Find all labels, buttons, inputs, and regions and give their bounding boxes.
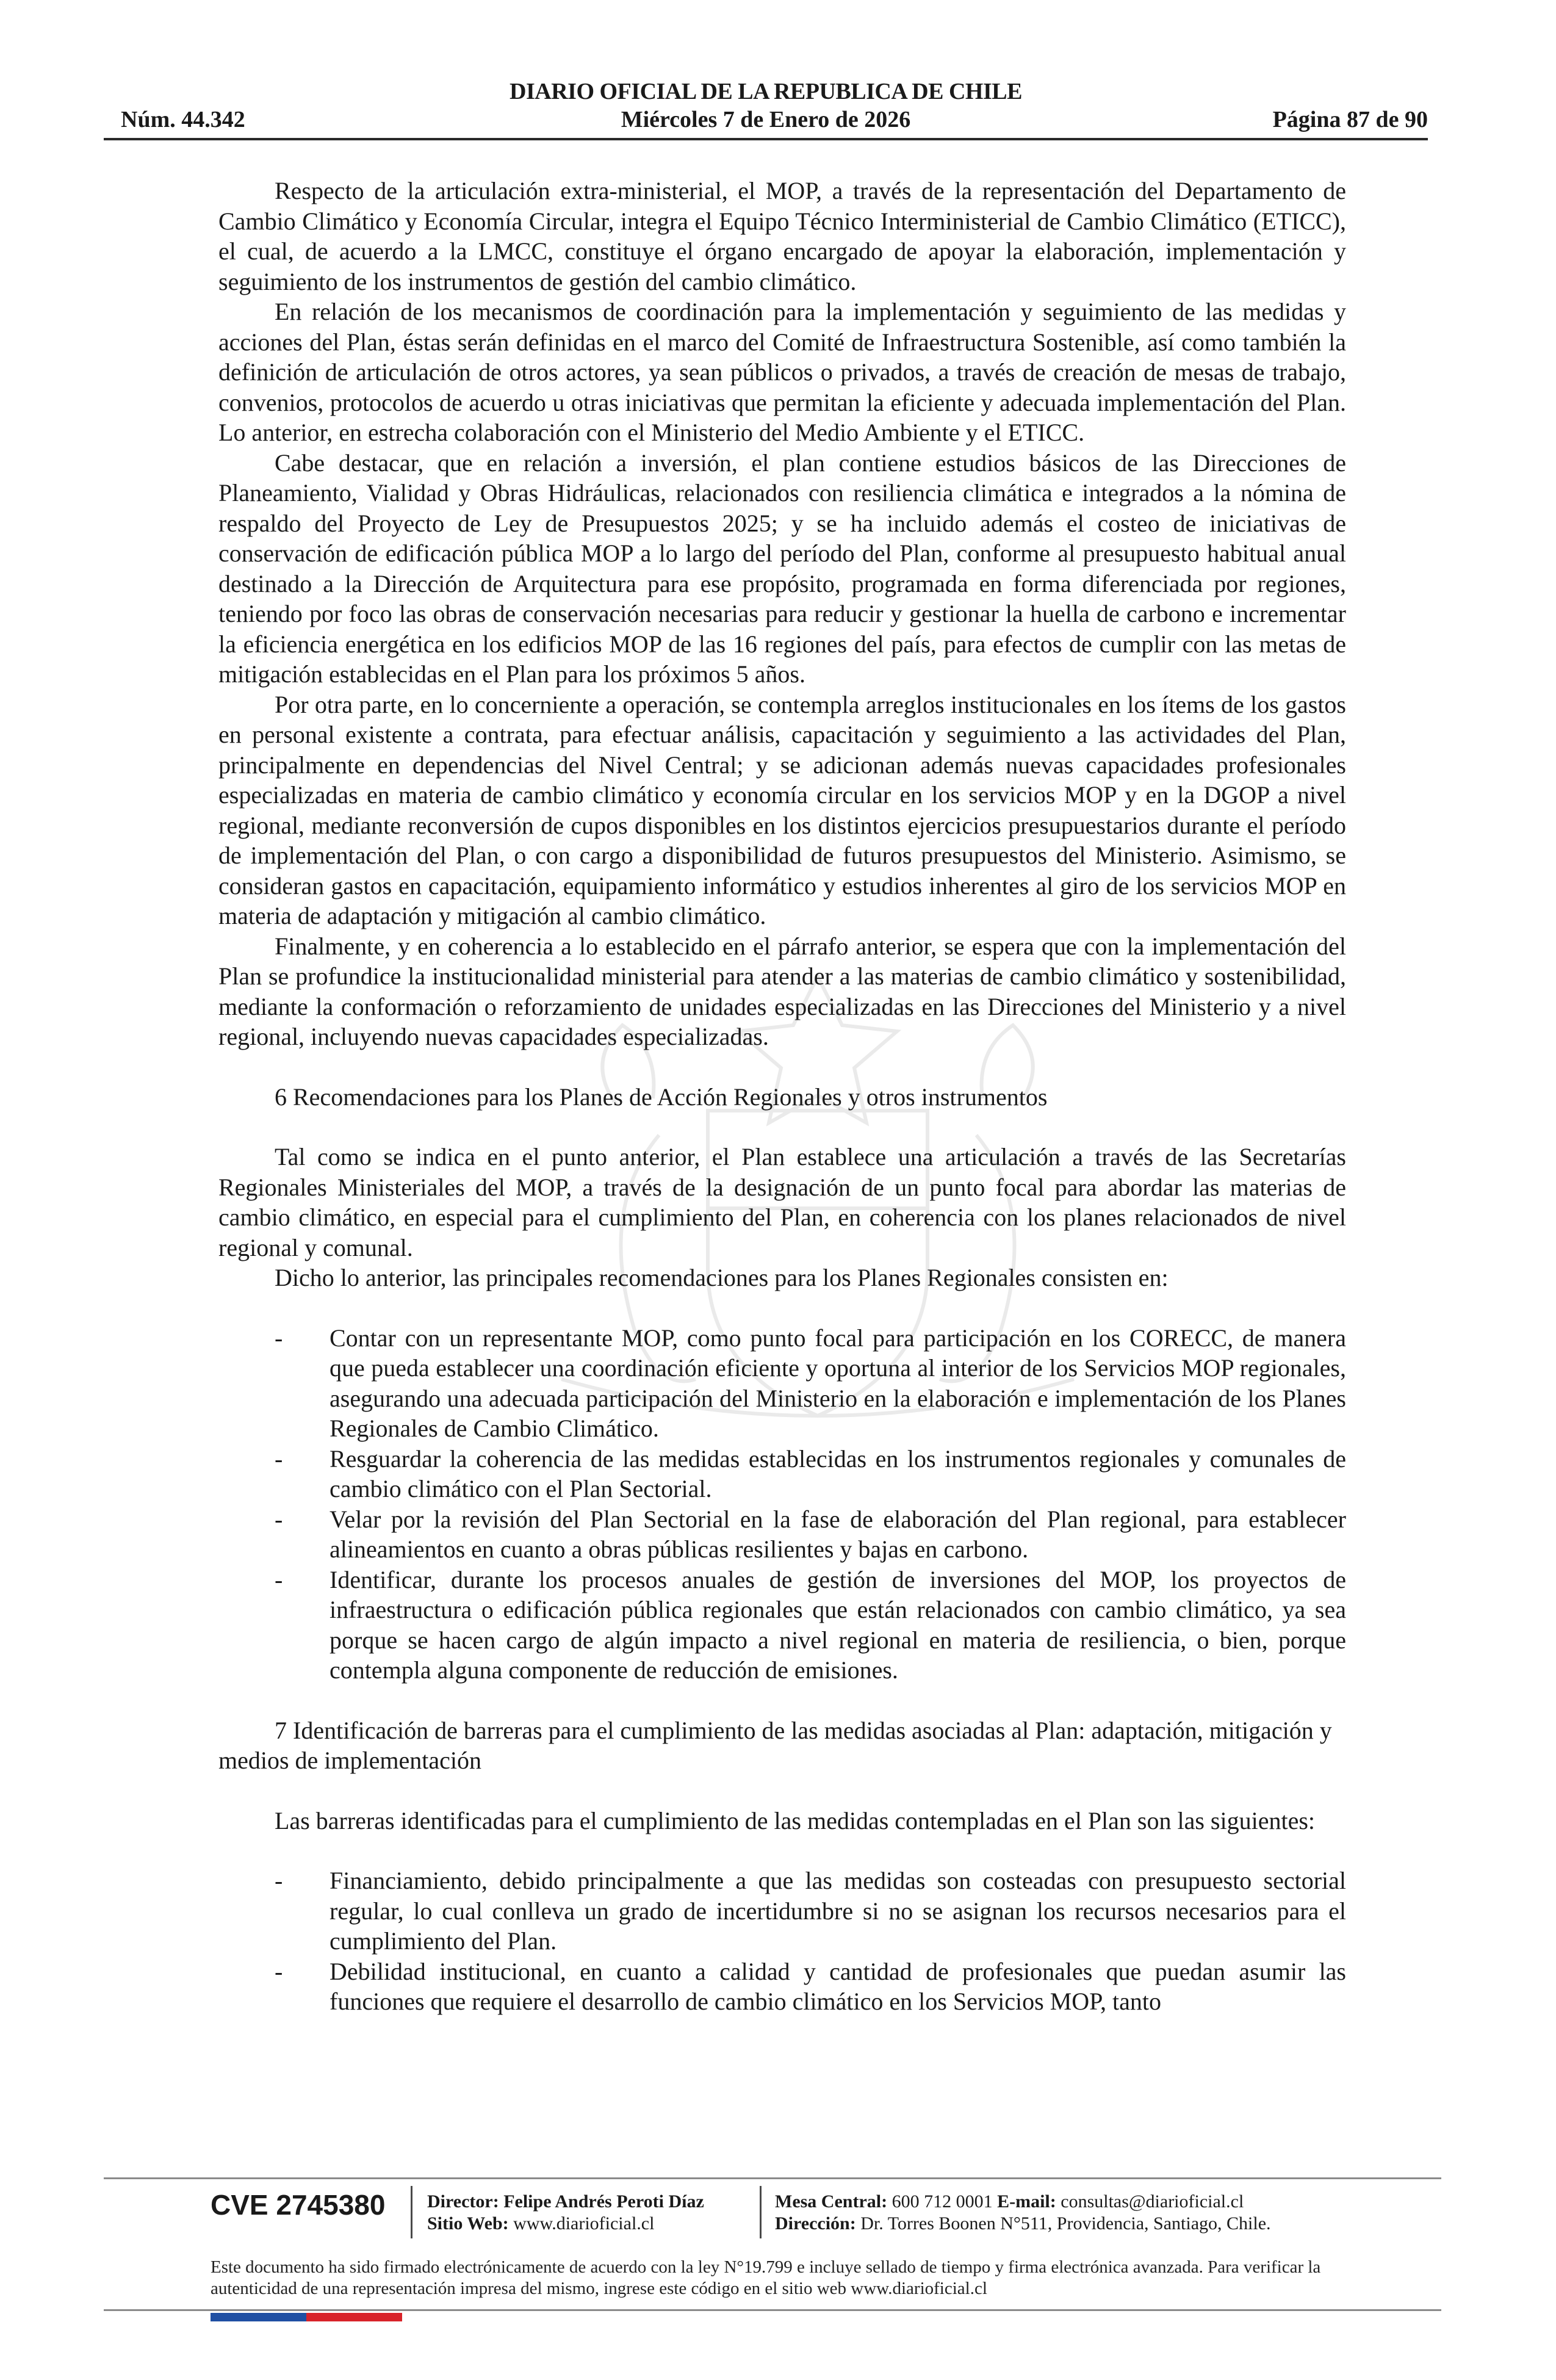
email-label: E-mail:	[997, 2191, 1056, 2212]
director-name: Felipe Andrés Peroti Díaz	[503, 2191, 704, 2212]
list-item	[218, 1504, 1346, 1565]
section-heading-7: 7 Identificación de barreras para el cumplimiento de las medidas asociadas al Plan: adaptación, mitigación y medios de implementación	[218, 1716, 1332, 1774]
page-number: Página 87 de 90	[1272, 107, 1428, 132]
list-dash: -	[275, 1957, 283, 1985]
list-dash: -	[275, 1324, 283, 1352]
barriers-list	[218, 1866, 1346, 2017]
list-dash: -	[275, 1444, 283, 1473]
address-text: Dr. Torres Boonen N°511, Providencia, Santiago, Chile.	[860, 2213, 1271, 2234]
list-dash: -	[275, 1867, 283, 1894]
mesa-phone: 600 712 0001	[891, 2191, 993, 2212]
footer-contact-block	[775, 2191, 1271, 2235]
paragraph: Tal como se indica en el punto anterior, el Plan establece una articulación a través de las Secretarías Regionales Ministeriales del MOP, a través de la designación de un punto focal para abordar las materias de cambio climático, en especial para el cumplimiento del Plan, en coherencia con los planes relacionados de nivel regional y comunal.	[218, 1143, 1346, 1261]
list-dash: -	[275, 1565, 283, 1593]
issue-date: Miércoles 7 de Enero de 2026	[621, 107, 911, 132]
paragraph: Finalmente, y en coherencia a lo establecido en el párrafo anterior, se espera que con la implementación del Plan se profundice la institucionalidad ministerial para atender a las materias de cambio climático y sostenibilidad, mediante la conformación o reforzamiento de unidades especializadas en las Direcciones del Ministerio y a nivel regional, incluyendo nuevas capacidades especializadas.	[218, 932, 1346, 1050]
flag-red-segment	[306, 2313, 402, 2321]
paragraph: Respecto de la articulación extra-ministerial, el MOP, a través de la representación del Departamento de Cambio Climático y Economía Circular, integra el Equipo Técnico Interministerial de Cambio Climático (ETICC), el cual, de acuerdo a la LMCC, constituye el órgano encargado de apoyar la elaboración, implementación y seguimiento de los instrumentos de gestión del cambio climático.	[218, 177, 1346, 295]
paragraph: Por otra parte, en lo concerniente a operación, se contempla arreglos institucionales en los ítems de los gastos en personal existente a contrata, para efectuar análisis, capacitación y seguimiento a las actividades del Plan, principalmente en dependencias del Nivel Central; y se adicionan además nuevas capacidades profesionales especializadas en materia de cambio climático y economía circular en los servicios MOP y en la DGOP a nivel regional, mediante reconversión de cupos disponibles en los distintos ejercicios presupuestarios durante el período de implementación del Plan, o con cargo a disponibilidad de futuros presupuestos del Ministerio. Asimismo, se consideran gastos en capacitación, equipamiento informático y estudios inherentes al giro de los servicios MOP en materia de adaptación y mitigación al cambio climático.	[218, 690, 1346, 929]
paragraph: Cabe destacar, que en relación a inversión, el plan contiene estudios básicos de las Direcciones de Planeamiento, Vialidad y Obras Hidráulicas, relacionados con resiliencia climática e integrados a la nómina de respaldo del Proyecto de Ley de Presupuestos 2025; y se ha incluido además el costeo de iniciativas de conservación de edificación pública MOP a lo largo del período del Plan, conforme al presupuesto habitual anual destinado a la Dirección de Arquitectura para ese propósito, programada en forma diferenciada por regiones, teniendo por foco las obras de conservación necesarias para reducir y gestionar la huella de carbono e incrementar la eficiencia energética en los edificios MOP de las 16 regiones del país, para efectos de cumplir con las metas de mitigación establecidas en el Plan para los próximos 5 años.	[218, 449, 1346, 688]
list-dash: -	[275, 1505, 283, 1533]
spacer	[218, 1293, 1346, 1323]
website-label: Sitio Web:	[427, 2213, 509, 2234]
flag-blue-segment	[211, 2313, 306, 2321]
footer-separator	[760, 2186, 762, 2238]
chile-flag-stripe	[211, 2313, 402, 2321]
list-item	[218, 1956, 1346, 2017]
director-label: Director:	[427, 2191, 499, 2212]
list-item-text: Financiamiento, debido principalmente a que las medidas son costeadas con presupuesto sectorial regular, lo cual conlleva un grado de incertidumbre si no se asignan los recursos necesarios para el cumplimiento del Plan.	[330, 1867, 1346, 1955]
cve-code: CVE 2745380	[211, 2189, 386, 2221]
list-item	[218, 1323, 1346, 1444]
paragraph: Las barreras identificadas para el cumplimiento de las medidas contempladas en el Plan son las siguientes:	[275, 1806, 1316, 1834]
footer-separator	[411, 2186, 412, 2238]
document-body	[218, 176, 1346, 2017]
issue-number: Núm. 44.342	[121, 107, 245, 132]
list-item	[218, 1444, 1346, 1504]
recommendations-list	[218, 1323, 1346, 1686]
footer-director-block	[427, 2191, 704, 2235]
website-link[interactable]: www.diarioficial.cl	[513, 2213, 655, 2234]
signature-notice: Este documento ha sido firmado electrónicamente de acuerdo con la ley N°19.799 e incluye sellado de tiempo y firma electrónica avanzada. Para verificar la autenticidad de una representación impresa del mismo, ingrese este código en el sitio web www.diarioficial.cl	[211, 2257, 1321, 2298]
publication-title: DIARIO OFICIAL DE LA REPUBLICA DE CHILE	[510, 79, 1022, 104]
section-heading-6: 6 Recomendaciones para los Planes de Acción Regionales y otros instrumentos	[275, 1083, 1048, 1111]
list-item-text: Debilidad institucional, en cuanto a calidad y cantidad de profesionales que puedan asumir las funciones que requiere el desarrollo de cambio climático en los Servicios MOP, tanto	[330, 1957, 1346, 2015]
list-item	[218, 1866, 1346, 1956]
list-item-text: Resguardar la coherencia de las medidas establecidas en los instrumentos regionales y comunales de cambio climático con el Plan Sectorial.	[330, 1444, 1346, 1502]
header-divider	[104, 138, 1428, 140]
spacer	[218, 1836, 1346, 1866]
list-item-text: Velar por la revisión del Plan Sectorial en la fase de elaboración del Plan regional, para establecer alineamientos en cuanto a obras públicas resilientes y bajas en carbono.	[330, 1505, 1346, 1563]
paragraph: En relación de los mecanismos de coordinación para la implementación y seguimiento de las medidas y acciones del Plan, éstas serán definidas en el marco del Comité de Infraestructura Sostenible, así como también la definición de articulación de otros actores, ya sean públicos o privados, a través de creación de mesas de trabajo, convenios, protocolos de acuerdo u otras iniciativas que permitan la eficiente y adecuada implementación del Plan. Lo anterior, en estrecha colaboración con el Ministerio del Medio Ambiente y el ETICC.	[218, 298, 1346, 446]
footer-divider-bottom	[104, 2309, 1441, 2311]
page-header	[104, 73, 1428, 146]
paragraph: Dicho lo anterior, las principales recomendaciones para los Planes Regionales consisten en:	[275, 1264, 1169, 1291]
list-item-text: Identificar, durante los procesos anuales de gestión de inversiones del MOP, los proyectos de infraestructura o edificación pública regionales que están relacionados con cambio climático, ya sea porque se hacen cargo de algún impacto a nivel regional en materia de resiliencia, o bien, porque contempla alguna componente de reducción de emisiones.	[330, 1565, 1346, 1684]
list-item-text: Contar con un representante MOP, como punto focal para participación en los CORECC, de manera que pueda establecer una coordinación eficiente y oportuna al interior de los Servicios MOP regionales, asegurando una adecuada participación del Ministerio en la elaboración e implementación de los Planes Regionales de Cambio Climático.	[330, 1324, 1346, 1442]
address-label: Dirección:	[775, 2213, 856, 2234]
email-link[interactable]: consultas@diarioficial.cl	[1061, 2191, 1244, 2212]
footer-divider-top	[104, 2177, 1441, 2179]
mesa-label: Mesa Central:	[775, 2191, 888, 2212]
list-item	[218, 1565, 1346, 1686]
